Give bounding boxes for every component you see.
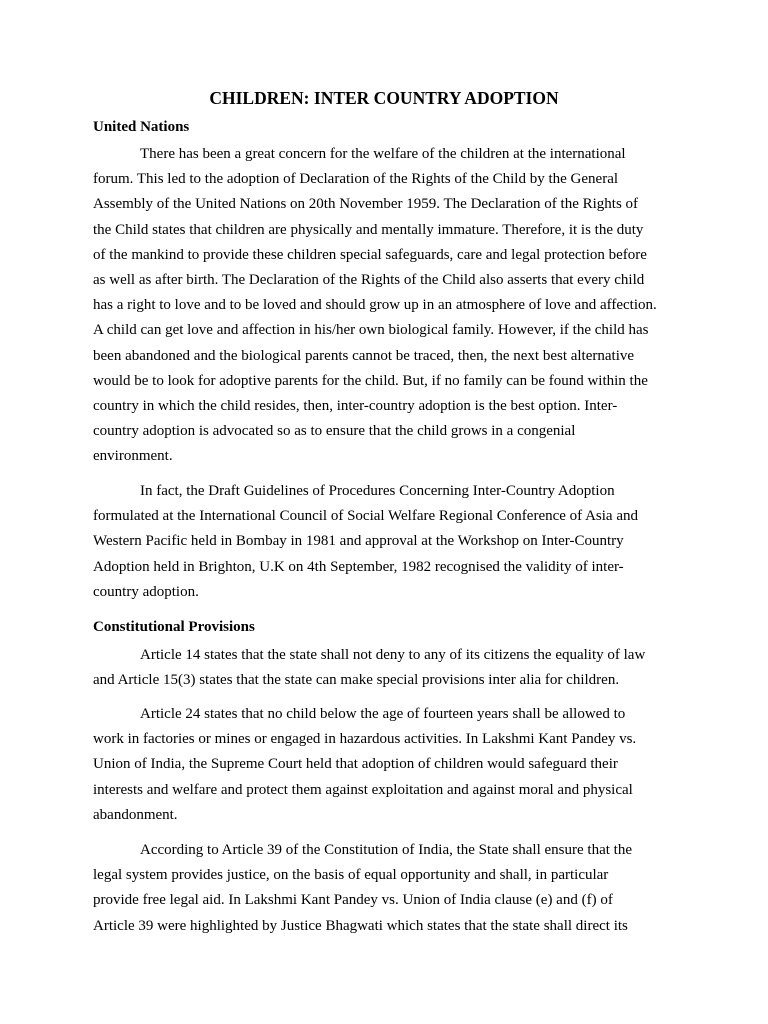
- paragraph-line: as well as after birth. The Declaration of the Rights of the Child also asserts that every child: [93, 271, 645, 288]
- paragraph-line: formulated at the International Council of Social Welfare Regional Conference of Asia and: [93, 508, 638, 525]
- paragraph-un-2: [93, 479, 693, 605]
- paragraph-line: Article 39 were highlighted by Justice Bhagwati which states that the state shall direct its: [93, 917, 628, 934]
- paragraph-line: abandonment.: [93, 806, 178, 823]
- paragraph-line: forum. This led to the adoption of Declaration of the Rights of the Child by the General: [93, 171, 619, 188]
- paragraph-line: Article 14 states that the state shall not deny to any of its citizens the equality of law: [140, 647, 646, 663]
- paragraph-line: and Article 15(3) states that the state can make special provisions inter alia for children.: [93, 672, 620, 689]
- paragraph-line: A child can get love and affection in his/her own biological family. However, if the child has: [93, 322, 649, 339]
- paragraph-line: the Child states that children are physically and mentally immature. Therefore, it is the duty: [93, 221, 644, 238]
- paragraph-cp-1: [93, 643, 693, 693]
- paragraph-line: Article 24 states that no child below the age of fourteen years shall be allowed to: [140, 706, 626, 722]
- paragraph-line: legal system provides justice, on the basis of equal opportunity and shall, in particular: [93, 867, 609, 884]
- paragraph-line: environment.: [93, 448, 173, 465]
- paragraph-line: country in which the child resides, then, inter-country adoption is the best option. Inter-: [93, 397, 618, 414]
- paragraph-line: There has been a great concern for the welfare of the children at the international: [140, 146, 626, 162]
- document-title: CHILDREN: INTER COUNTRY ADOPTION: [209, 88, 559, 108]
- paragraph-cp-2: [93, 702, 693, 828]
- paragraph-line: been abandoned and the biological parents cannot be traced, then, the next best alternative: [93, 347, 635, 364]
- paragraph-line: Adoption held in Brighton, U.K on 4th September, 1982 recognised the validity of inter-: [93, 558, 624, 575]
- paragraph-line: country adoption is advocated so as to ensure that the child grows in a congenial: [93, 423, 576, 440]
- paragraph-un-1: [93, 142, 693, 469]
- paragraph-cp-3: [93, 838, 693, 939]
- paragraph-line: Western Pacific held in Bombay in 1981 and approval at the Workshop on Inter-Country: [93, 533, 624, 550]
- paragraph-line: has a right to love and to be loved and should grow up in an atmosphere of love and affection.: [93, 297, 657, 314]
- paragraph-line: Assembly of the United Nations on 20th November 1959. The Declaration of the Rights of: [93, 196, 639, 213]
- paragraph-line: According to Article 39 of the Constitution of India, the State shall ensure that the: [140, 842, 632, 858]
- section-heading-constitutional-provisions: Constitutional Provisions: [93, 619, 255, 635]
- paragraph-line: provide free legal aid. In Lakshmi Kant Pandey vs. Union of India clause (e) and (f) of: [93, 892, 613, 909]
- section-heading-united-nations: United Nations: [93, 119, 190, 135]
- paragraph-line: country adoption.: [93, 583, 199, 600]
- paragraph-line: Union of India, the Supreme Court held that adoption of children would safeguard their: [93, 756, 618, 773]
- paragraph-line: work in factories or mines or engaged in hazardous activities. In Lakshmi Kant Pandey vs.: [93, 731, 637, 748]
- paragraph-line: would be to look for adoptive parents for the child. But, if no family can be found within the: [93, 372, 648, 389]
- paragraph-line: of the mankind to provide these children special safeguards, care and legal protection before: [93, 246, 647, 263]
- paragraph-line: interests and welfare and protect them against exploitation and against moral and physical: [93, 781, 633, 798]
- paragraph-line: In fact, the Draft Guidelines of Procedures Concerning Inter-Country Adoption: [140, 483, 615, 499]
